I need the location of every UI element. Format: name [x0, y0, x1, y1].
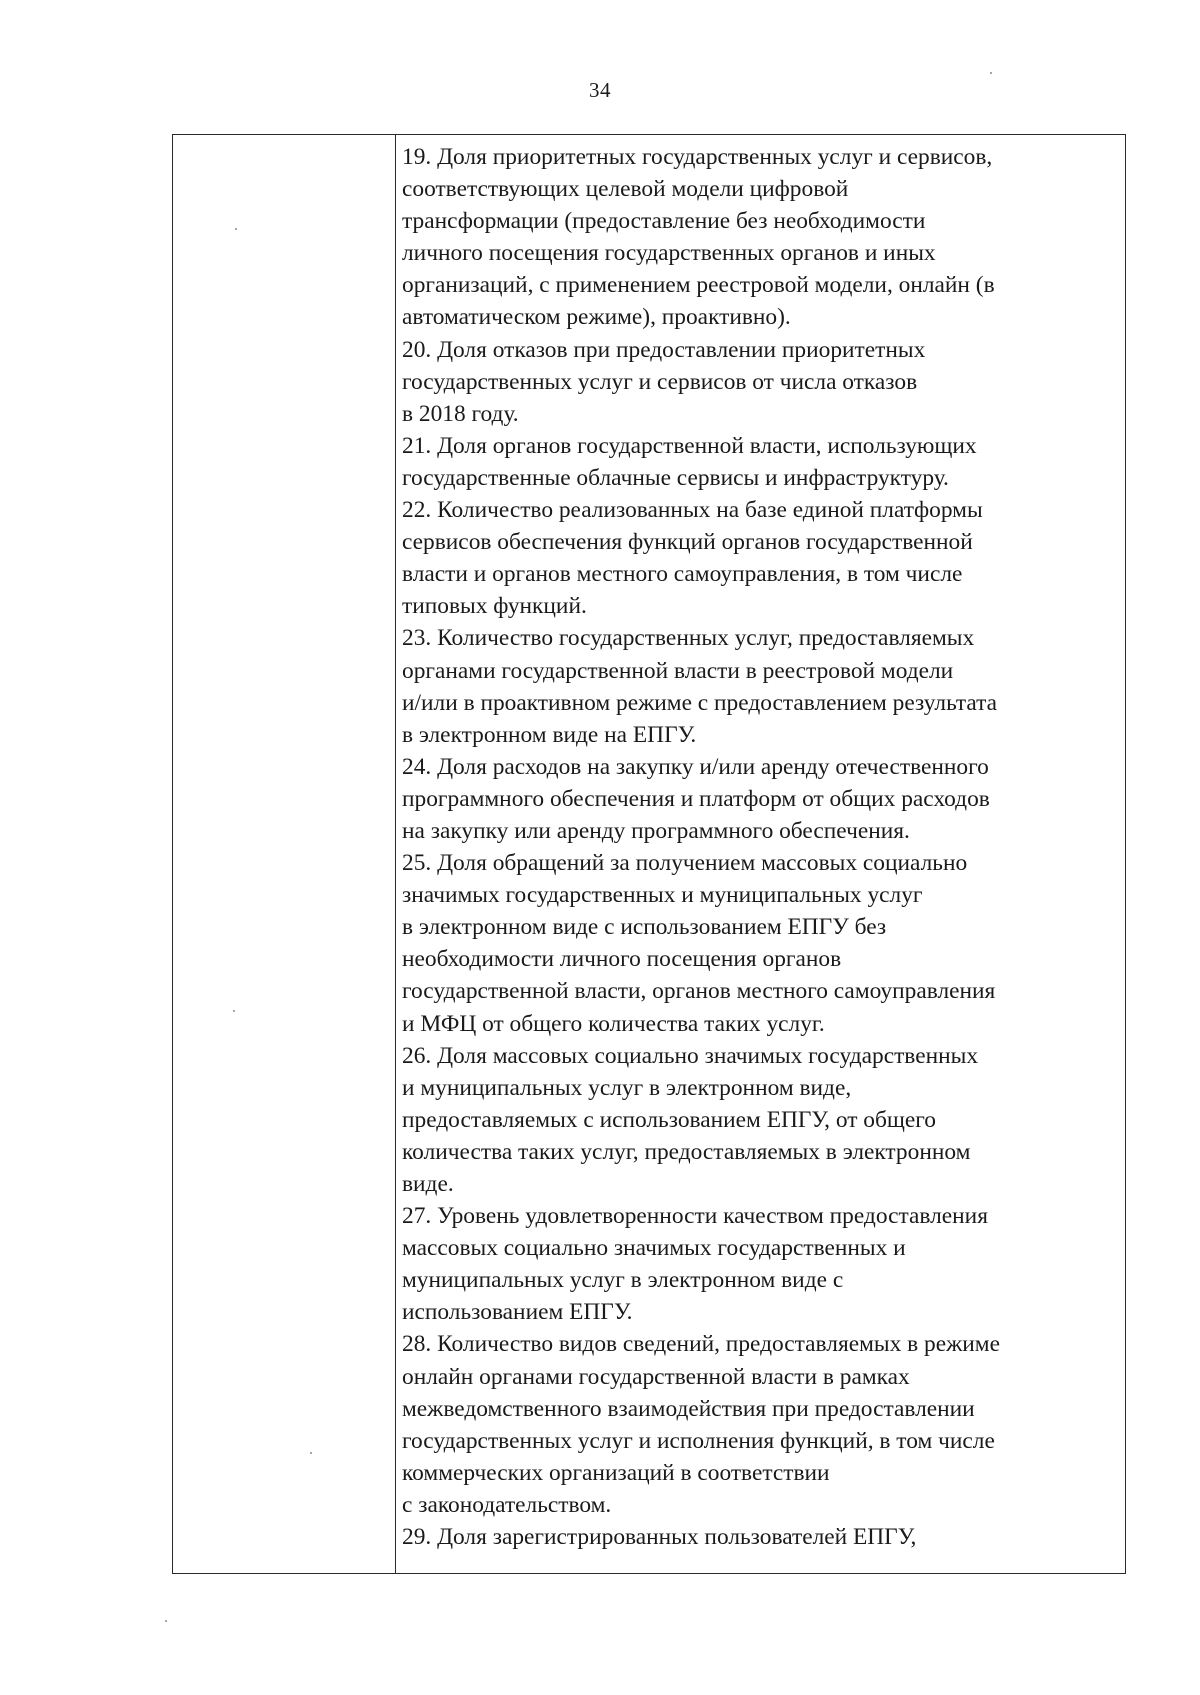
indicator-line: 20. Доля отказов при предоставлении приоритетных [402, 336, 926, 363]
indicator-line: предоставляемых с использованием ЕПГУ, от общего [402, 1106, 936, 1133]
scan-speck [310, 1452, 312, 1454]
indicator-item [402, 1328, 1117, 1521]
indicator-line: виде. [402, 1171, 454, 1197]
page-number: 34 [589, 78, 611, 102]
indicator-line: использованием ЕПГУ. [402, 1299, 633, 1326]
indicator-line: значимых государственных и муниципальных услуг [402, 882, 923, 909]
indicator-line: и МФЦ от общего количества таких услуг. [402, 1010, 825, 1037]
indicator-line: 25. Доля обращений за получением массовых социально [402, 850, 968, 877]
table-left-column [173, 135, 396, 1573]
indicator-item [402, 847, 1117, 1040]
indicator-line: 26. Доля массовых социально значимых государственных [402, 1042, 979, 1069]
indicator-item [402, 494, 1117, 622]
indicator-line: 19. Доля приоритетных государственных услуг и сервисов, [402, 144, 993, 170]
indicator-line: и/или в проактивном режиме с предоставлением результата [402, 689, 998, 716]
indicator-line: государственных услуг и исполнения функций, в том числе [402, 1427, 995, 1454]
indicator-line: в электронном виде с использованием ЕПГУ без [402, 914, 887, 941]
scan-speck [165, 1620, 167, 1622]
indicator-line: типовых функций. [402, 593, 587, 620]
indicator-item [402, 1521, 1117, 1553]
indicator-line: 21. Доля органов государственной власти, использующих [402, 432, 977, 459]
indicator-line: в электронном виде на ЕПГУ. [402, 721, 697, 748]
indicator-line: с законодательством. [402, 1491, 612, 1518]
indicator-line: власти и органов местного самоуправления, в том числе [402, 561, 963, 588]
scan-speck [990, 72, 992, 74]
indicator-line: 24. Доля расходов на закупку и/или аренду отечественного [402, 753, 989, 780]
indicator-line: государственных услуг и сервисов от числа отказов [402, 368, 918, 395]
indicator-line: 28. Количество видов сведений, предоставляемых в режиме [402, 1331, 1000, 1358]
indicator-line: государственные облачные сервисы и инфраструктуру. [402, 464, 949, 491]
indicator-line: онлайн органами государственной власти в рамках [402, 1363, 910, 1390]
indicator-line: и муниципальных услуг в электронном виде, [402, 1074, 852, 1101]
indicator-item [402, 430, 1117, 494]
indicator-line: сервисов обеспечения функций органов государственной [402, 529, 973, 556]
indicator-item [402, 622, 1117, 750]
indicator-line: 29. Доля зарегистрированных пользователей ЕПГУ, [402, 1524, 917, 1551]
indicator-line: коммерческих организаций в соответствии [402, 1459, 830, 1486]
indicator-item [402, 141, 1117, 334]
table-right-column [396, 135, 1125, 1573]
indicator-line: количества таких услуг, предоставляемых в электронном [402, 1138, 971, 1165]
indicator-item [402, 751, 1117, 847]
indicator-line: массовых социально значимых государственных и [402, 1235, 906, 1262]
scan-speck [233, 1010, 235, 1012]
indicator-line: межведомственного взаимодействия при предоставлении [402, 1395, 975, 1422]
indicator-line: личного посещения государственных органов и иных [402, 240, 936, 267]
indicator-line: программного обеспечения и платформ от общих расходов [402, 785, 990, 812]
indicator-line: 22. Количество реализованных на базе единой платформы [402, 497, 983, 524]
indicator-line: в 2018 году. [402, 400, 519, 427]
indicator-item [402, 1200, 1117, 1328]
indicator-line: соответствующих целевой модели цифровой [402, 176, 849, 203]
indicator-line: на закупку или аренду программного обеспечения. [402, 817, 910, 844]
indicator-line: автоматическом режиме), проактивно). [402, 304, 791, 331]
indicator-table [172, 134, 1126, 1574]
indicator-line: организаций, с применением реестровой модели, онлайн (в [402, 272, 995, 299]
indicator-line: органами государственной власти в реестровой модели [402, 657, 954, 684]
indicator-line: 23. Количество государственных услуг, предоставляемых [402, 625, 975, 652]
indicator-item [402, 1040, 1117, 1200]
indicator-line: муниципальных услуг в электронном виде с [402, 1267, 844, 1294]
indicator-line: необходимости личного посещения органов [402, 946, 842, 973]
indicator-item [402, 334, 1117, 430]
indicator-line: государственной власти, органов местного самоуправления [402, 978, 996, 1005]
indicator-line: трансформации (предоставление без необходимости [402, 208, 926, 235]
scan-speck [235, 228, 237, 230]
indicator-line: 27. Уровень удовлетворенности качеством предоставления [402, 1203, 988, 1230]
